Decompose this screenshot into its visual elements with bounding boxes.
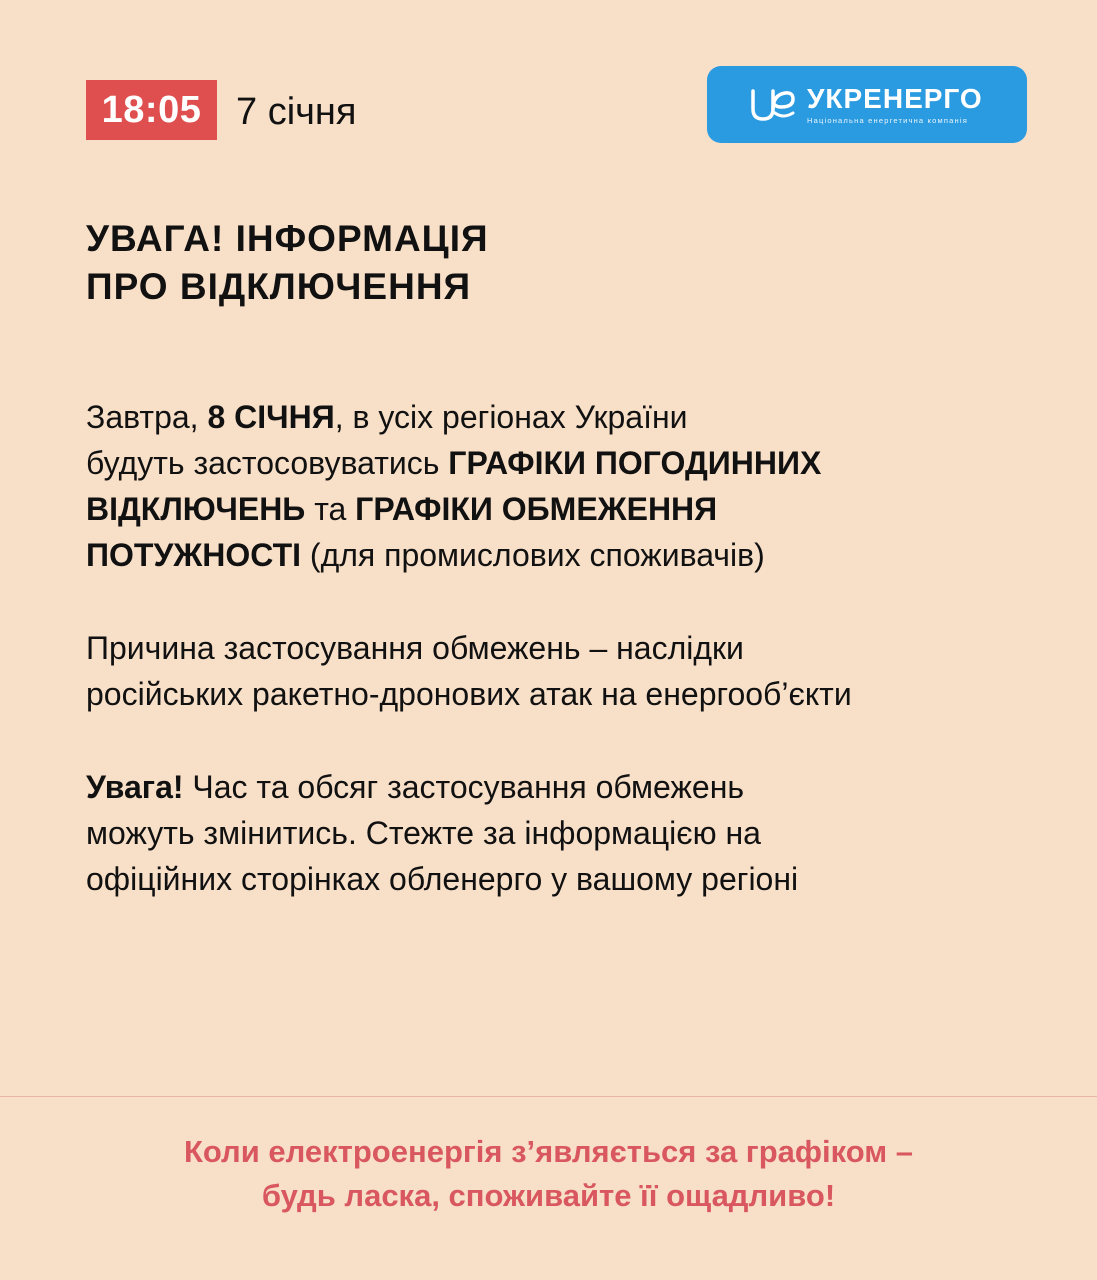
divider — [0, 1096, 1097, 1097]
warning-line-2: можуть змінитись. Стежте за інформацією на — [86, 815, 761, 851]
footer-line-2: будь ласка, споживайте її ощадливо! — [261, 1178, 836, 1213]
text: , в усіх регіонах України — [334, 399, 688, 435]
paragraph-warning — [86, 764, 798, 902]
bold-text: ВІДКЛЮЧЕНЬ — [86, 491, 306, 527]
logo-subtitle: Національна енергетична компанія — [807, 116, 968, 125]
headline — [86, 215, 489, 311]
bold-text: ПОТУЖНОСТІ — [86, 537, 302, 573]
reason-line-2: російських ракетно-дронових атак на енергооб’єкти — [86, 676, 852, 712]
text: будуть застосовуватись — [86, 445, 449, 481]
text: (для промислових споживачів) — [301, 537, 765, 573]
date-highlight: 8 СІЧНЯ — [207, 399, 335, 435]
date-label: 7 січня — [236, 91, 357, 133]
warning-label: Увага! — [86, 769, 184, 805]
bold-text: ГРАФІКИ ПОГОДИННИХ — [448, 445, 822, 481]
footer-line-1: Коли електроенергія з’являється за графіком – — [183, 1134, 914, 1169]
warning-line-3: офіційних сторінках обленерго у вашому регіоні — [86, 861, 799, 897]
logo-name: УКРЕНЕРГО — [807, 83, 983, 114]
text: Час та обсяг застосування обмежень — [183, 769, 745, 805]
text: Завтра, — [86, 399, 208, 435]
headline-line-2: ПРО ВІДКЛЮЧЕННЯ — [86, 266, 472, 307]
reason-line-1: Причина застосування обмежень – наслідки — [86, 630, 744, 666]
paragraph-schedule — [86, 394, 821, 578]
footer-message — [0, 1130, 1097, 1218]
ukrenergo-logo-icon — [747, 85, 799, 125]
ukrenergo-logo — [707, 66, 1027, 143]
headline-line-1: УВАГА! ІНФОРМАЦІЯ — [86, 218, 489, 259]
text: та — [305, 491, 356, 527]
bold-text: ГРАФІКИ ОБМЕЖЕННЯ — [355, 491, 718, 527]
time-badge: 18:05 — [86, 80, 217, 140]
paragraph-reason — [86, 625, 852, 717]
